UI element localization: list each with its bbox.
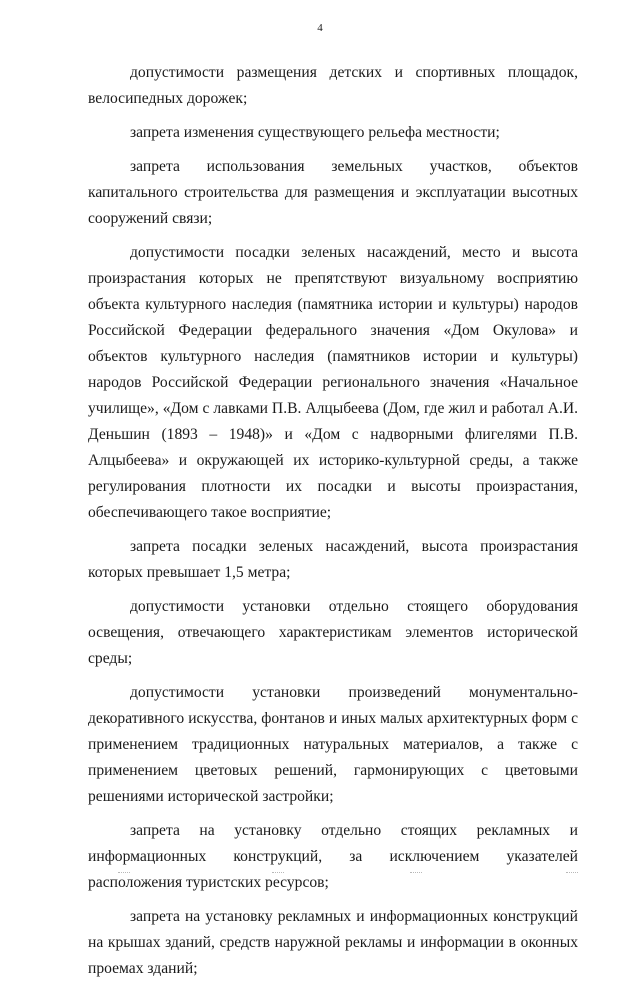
page-number: 4 [317, 22, 323, 34]
scan-artifact [118, 872, 130, 875]
scan-artifact [566, 872, 578, 875]
paragraph-7: допустимости установки произведений монументально-декоративного искусства, фонтанов и иных малых архитектурных форм с применением традиционных натуральных материалов, а также с применением цветовых решений, гармонирующих с цветовыми решениями исторической застройки; [88, 684, 578, 805]
paragraph-5: запрета посадки зеленых насаждений, высота произрастания которых превышает 1,5 метра; [88, 538, 578, 581]
paragraph-4: допустимости посадки зеленых насаждений, место и высота произрастания которых не препятствуют визуальному восприятию объекта культурного наследия (памятника истории и культуры) народов Российской Федерации федерального значения «Дом Окулова» и объектов культурного наследия (памятников истории и культуры) народов Российской Федерации регионального значения «Начальное училище», «Дом с лавками П.В. Алцыбеева (Дом, где жил и работал А.И. Деньшин (1893 – 1948)» и «Дом с надворными флигелями П.В. Алцыбеева» и окружающей их историко-культурной среды, а также регулирования плотности их посадки и высоты произрастания, обеспечивающего такое восприятие; [88, 244, 578, 521]
paragraph-9: запрета на установку рекламных и информационных конструкций на крышах зданий, средств наружной рекламы и информации в оконных проемах зданий; [88, 908, 578, 977]
paragraph-1: допустимости размещения детских и спортивных площадок, велосипедных дорожек; [88, 64, 578, 107]
scan-artifact [272, 872, 284, 875]
document-body [88, 60, 578, 990]
paragraph-3: запрета использования земельных участков, объектов капитального строительства для размещения и эксплуатации высотных сооружений связи; [88, 158, 578, 227]
scan-artifact [410, 872, 422, 875]
paragraph-6: допустимости установки отдельно стоящего оборудования освещения, отвечающего характеристикам элементов исторической среды; [88, 598, 578, 667]
paragraph-8: запрета на установку отдельно стоящих рекламных и информационных конструкций, за исключением указателей расположения туристских ресурсов; [88, 822, 578, 891]
paragraph-2: запрета изменения существующего рельефа местности; [130, 124, 500, 141]
